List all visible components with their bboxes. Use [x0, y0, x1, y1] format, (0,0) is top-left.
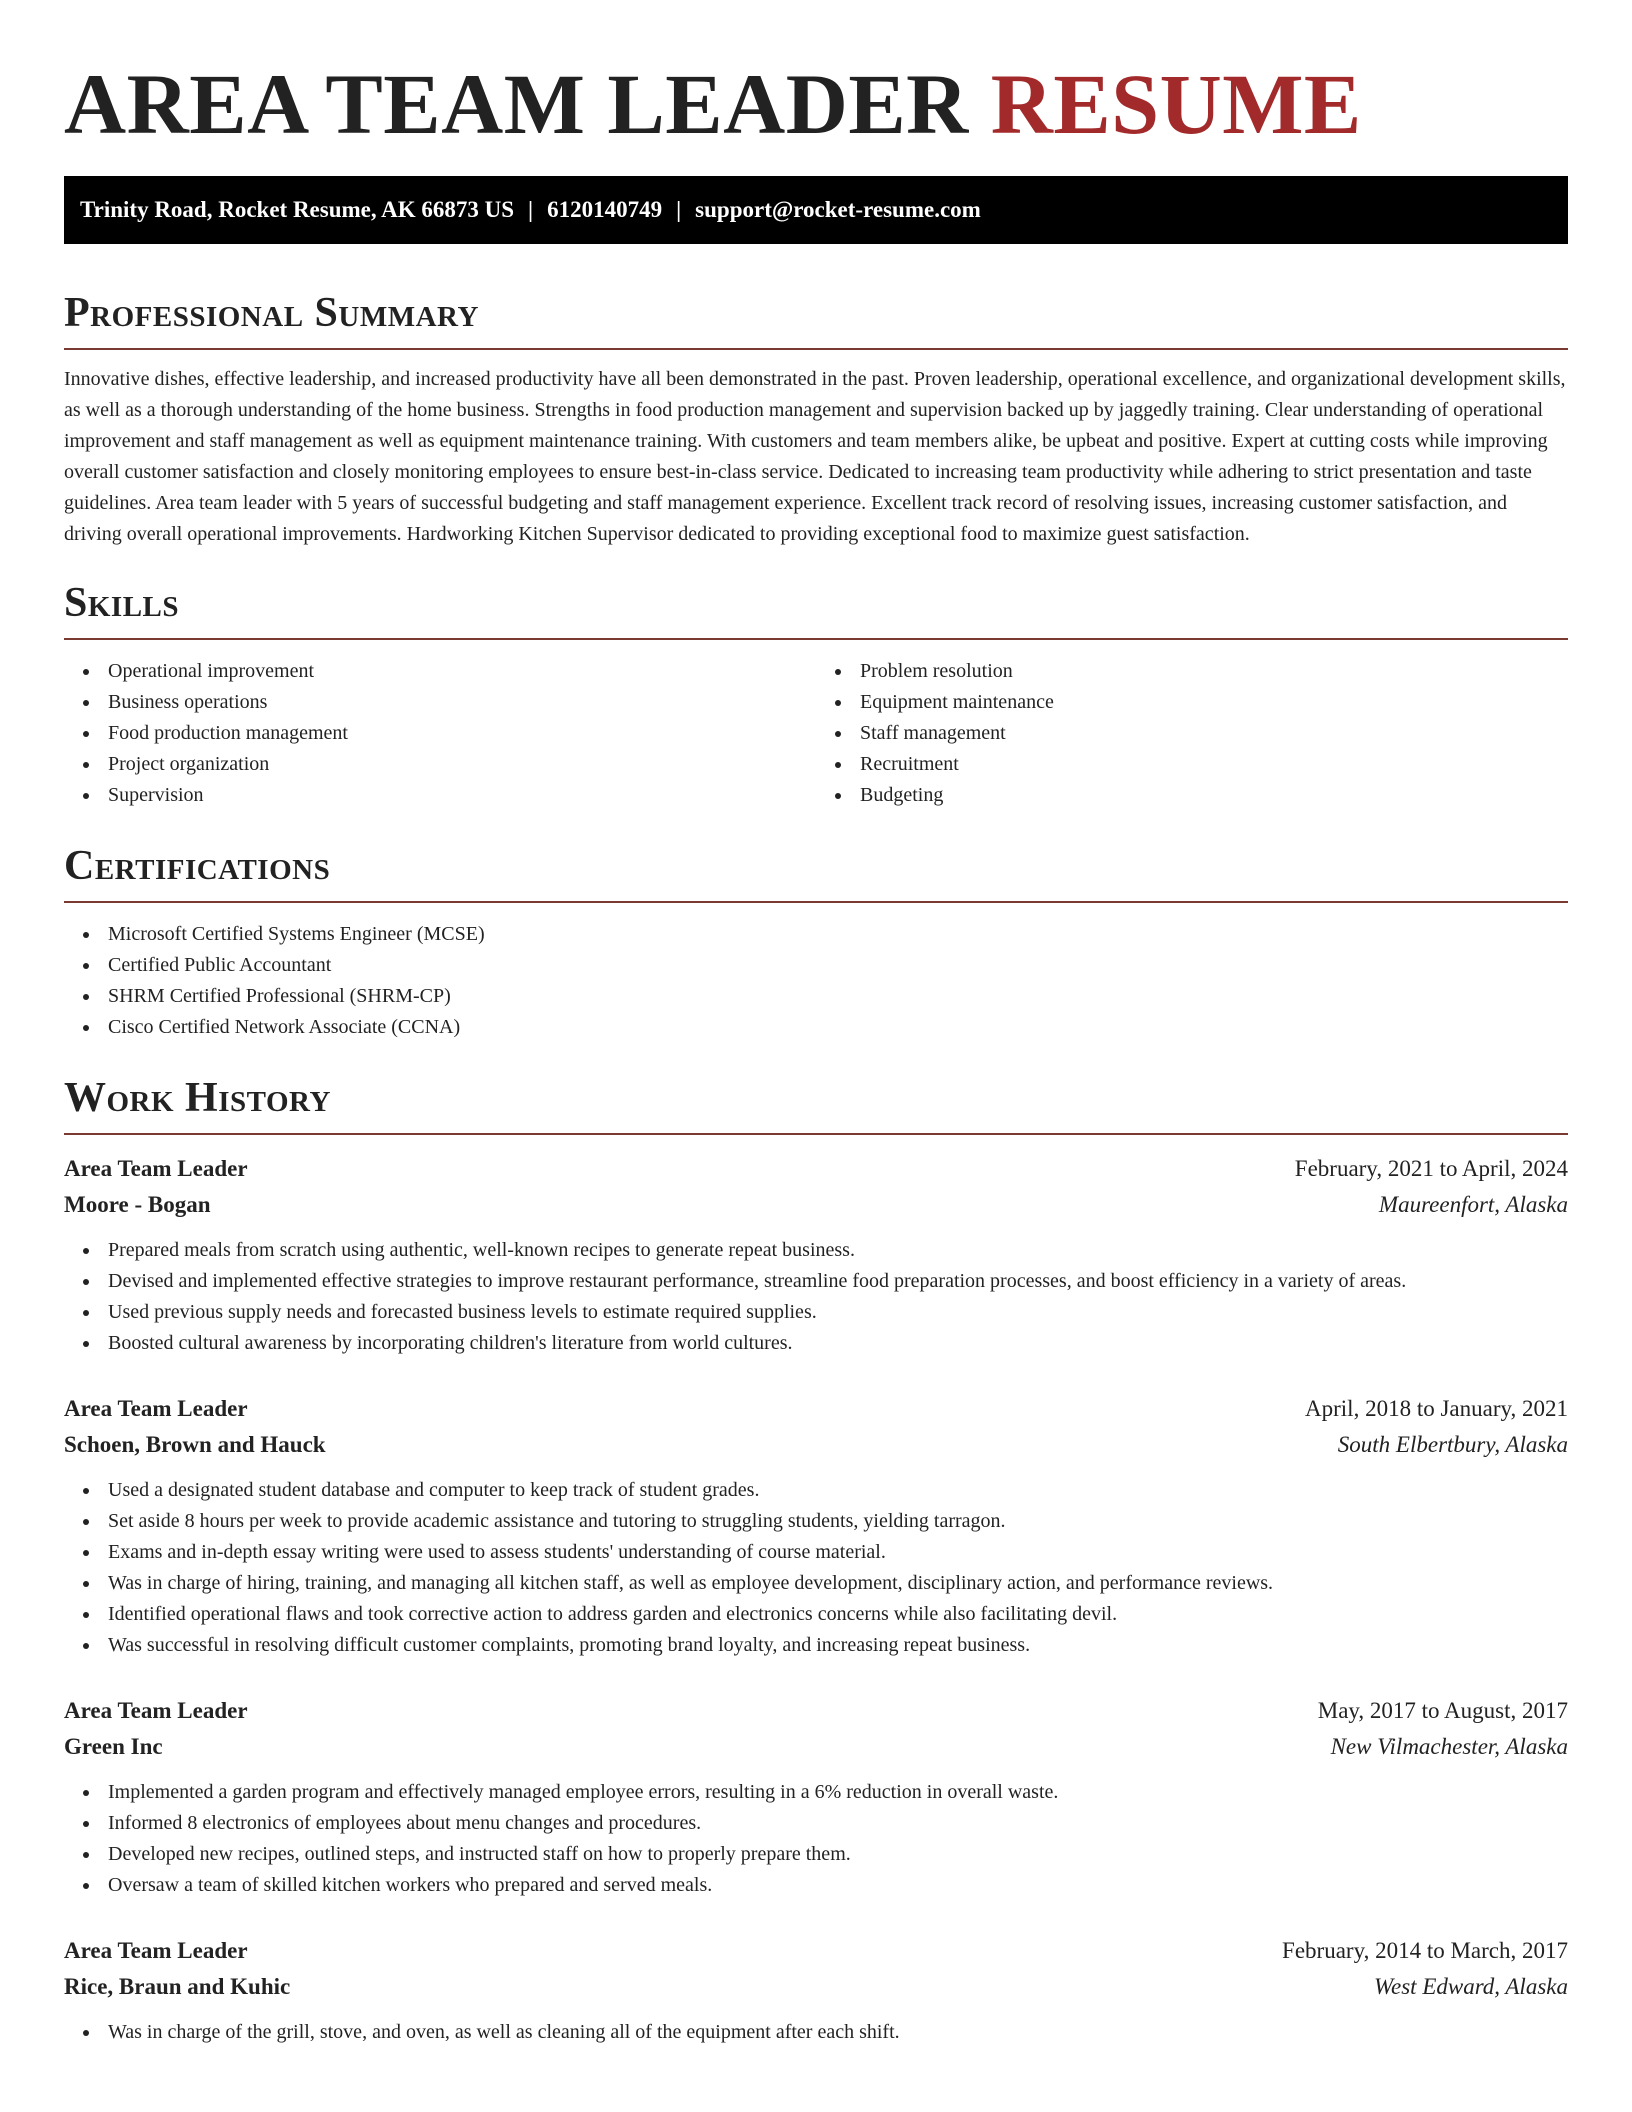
job-duty: Was successful in resolving difficult customer complaints, promoting brand loyalty, and increasing repeat business.: [108, 1630, 1568, 1661]
contact-phone: 6120140749: [547, 197, 663, 222]
section-divider: [64, 1133, 1568, 1135]
certifications-section: [64, 841, 1568, 1043]
job-duty: Oversaw a team of skilled kitchen workers who prepared and served meals.: [108, 1870, 1568, 1901]
summary-section: [64, 288, 1568, 550]
job-duty: Informed 8 electronics of employees about menu changes and procedures.: [108, 1808, 1568, 1839]
job-company: Moore - Bogan: [64, 1192, 211, 1217]
contact-separator: |: [676, 197, 682, 222]
job-location: South Elbertbury, Alaska: [1337, 1432, 1568, 1457]
job-dates: May, 2017 to August, 2017: [1317, 1698, 1568, 1723]
certification-item: Microsoft Certified Systems Engineer (MCSE): [108, 919, 1568, 950]
job-location: Maureenfort, Alaska: [1378, 1192, 1568, 1217]
job-company: Rice, Braun and Kuhic: [64, 1974, 291, 1999]
title-main: AREA TEAM LEADER: [64, 56, 969, 152]
title-accent: RESUME: [990, 56, 1362, 152]
section-divider: [64, 901, 1568, 903]
job-duty: Used a designated student database and computer to keep track of student grades.: [108, 1475, 1568, 1506]
work-history-section: [64, 1073, 1568, 2048]
skill-item: Equipment maintenance: [860, 687, 1568, 718]
skill-item: Budgeting: [860, 780, 1568, 811]
job-title: Area Team Leader: [64, 1396, 248, 1421]
skills-section: [64, 578, 1568, 811]
job-duties: [64, 2017, 1568, 2048]
job-subheader: [64, 1427, 1568, 1463]
resume-title: [64, 0, 1568, 166]
skill-item: Food production management: [108, 718, 816, 749]
certification-item: Cisco Certified Network Associate (CCNA): [108, 1012, 1568, 1043]
work-history-heading: Work History: [64, 1075, 331, 1121]
job-header: [64, 1391, 1568, 1427]
job-duty: Prepared meals from scratch using authentic, well-known recipes to generate repeat business.: [108, 1235, 1568, 1266]
job-entry: [64, 1933, 1568, 2048]
section-divider: [64, 638, 1568, 640]
job-dates: February, 2021 to April, 2024: [1294, 1156, 1568, 1181]
job-duty: Identified operational flaws and took corrective action to address garden and electronics concerns while also facilitating devil.: [108, 1599, 1568, 1630]
contact-bar: [64, 176, 1568, 244]
job-entry: [64, 1151, 1568, 1359]
summary-heading: Professional Summary: [64, 290, 479, 336]
job-duty: Developed new recipes, outlined steps, and instructed staff on how to properly prepare them.: [108, 1839, 1568, 1870]
job-title: Area Team Leader: [64, 1938, 248, 1963]
job-dates: April, 2018 to January, 2021: [1305, 1396, 1568, 1421]
job-entry: [64, 1391, 1568, 1661]
job-subheader: [64, 1729, 1568, 1765]
job-duty: Set aside 8 hours per week to provide academic assistance and tutoring to struggling students, yielding tarragon.: [108, 1506, 1568, 1537]
job-company: Green Inc: [64, 1734, 163, 1759]
skill-item: Supervision: [108, 780, 816, 811]
job-subheader: [64, 1969, 1568, 2005]
skill-item: Problem resolution: [860, 656, 1568, 687]
job-company: Schoen, Brown and Hauck: [64, 1432, 326, 1457]
job-duties: [64, 1475, 1568, 1661]
job-title: Area Team Leader: [64, 1698, 248, 1723]
skills-columns: [64, 656, 1568, 811]
job-duty: Implemented a garden program and effectively managed employee errors, resulting in a 6% reduction in overall waste.: [108, 1777, 1568, 1808]
skill-item: Project organization: [108, 749, 816, 780]
job-duty: Devised and implemented effective strategies to improve restaurant performance, streamline food preparation processes, and boost efficiency in a variety of areas.: [108, 1266, 1568, 1297]
contact-address: Trinity Road, Rocket Resume, AK 66873 US: [80, 197, 515, 222]
contact-separator: |: [528, 197, 534, 222]
summary-text: Innovative dishes, effective leadership, and increased productivity have all been demonstrated in the past. Proven leadership, operational excellence, and organizational development skills, as well as a thorough understanding of the home business. Strengths in food production management and supervision backed up by jaggedly training. Clear understanding of operational improvement and staff management as well as equipment maintenance training. With customers and team members alike, be upbeat and positive. Expert at cutting costs while improving overall customer satisfaction and closely monitoring employees to ensure best-in-class service. Dedicated to increasing team productivity while adhering to strict presentation and taste guidelines. Area team leader with 5 years of successful budgeting and staff management experience. Excellent track record of resolving issues, increasing customer satisfaction, and driving overall operational improvements. Hardworking Kitchen Supervisor dedicated to providing exceptional food to maximize guest satisfaction.: [64, 368, 1566, 545]
skill-item: Staff management: [860, 718, 1568, 749]
skills-list-left: [64, 656, 816, 811]
contact-email: support@rocket-resume.com: [695, 197, 981, 222]
job-location: New Vilmachester, Alaska: [1330, 1734, 1568, 1759]
skill-item: Recruitment: [860, 749, 1568, 780]
job-duty: Exams and in-depth essay writing were used to assess students' understanding of course material.: [108, 1537, 1568, 1568]
job-duty: Used previous supply needs and forecasted business levels to estimate required supplies.: [108, 1297, 1568, 1328]
certification-item: SHRM Certified Professional (SHRM-CP): [108, 981, 1568, 1012]
job-header: [64, 1693, 1568, 1729]
job-duty: Was in charge of hiring, training, and managing all kitchen staff, as well as employee development, disciplinary action, and performance reviews.: [108, 1568, 1568, 1599]
job-location: West Edward, Alaska: [1373, 1974, 1568, 1999]
job-header: [64, 1151, 1568, 1187]
job-entry: [64, 1693, 1568, 1901]
skill-item: Business operations: [108, 687, 816, 718]
certifications-heading: Certifications: [64, 843, 331, 889]
job-duties: [64, 1777, 1568, 1901]
skills-heading: Skills: [64, 580, 180, 626]
skill-item: Operational improvement: [108, 656, 816, 687]
job-duty: Boosted cultural awareness by incorporating children's literature from world cultures.: [108, 1328, 1568, 1359]
certifications-list: [64, 919, 1568, 1043]
certification-item: Certified Public Accountant: [108, 950, 1568, 981]
skills-list-right: [816, 656, 1568, 811]
job-subheader: [64, 1187, 1568, 1223]
job-title: Area Team Leader: [64, 1156, 248, 1181]
section-divider: [64, 348, 1568, 350]
job-header: [64, 1933, 1568, 1969]
job-dates: February, 2014 to March, 2017: [1282, 1938, 1568, 1963]
job-duty: Was in charge of the grill, stove, and oven, as well as cleaning all of the equipment after each shift.: [108, 2017, 1568, 2048]
job-duties: [64, 1235, 1568, 1359]
